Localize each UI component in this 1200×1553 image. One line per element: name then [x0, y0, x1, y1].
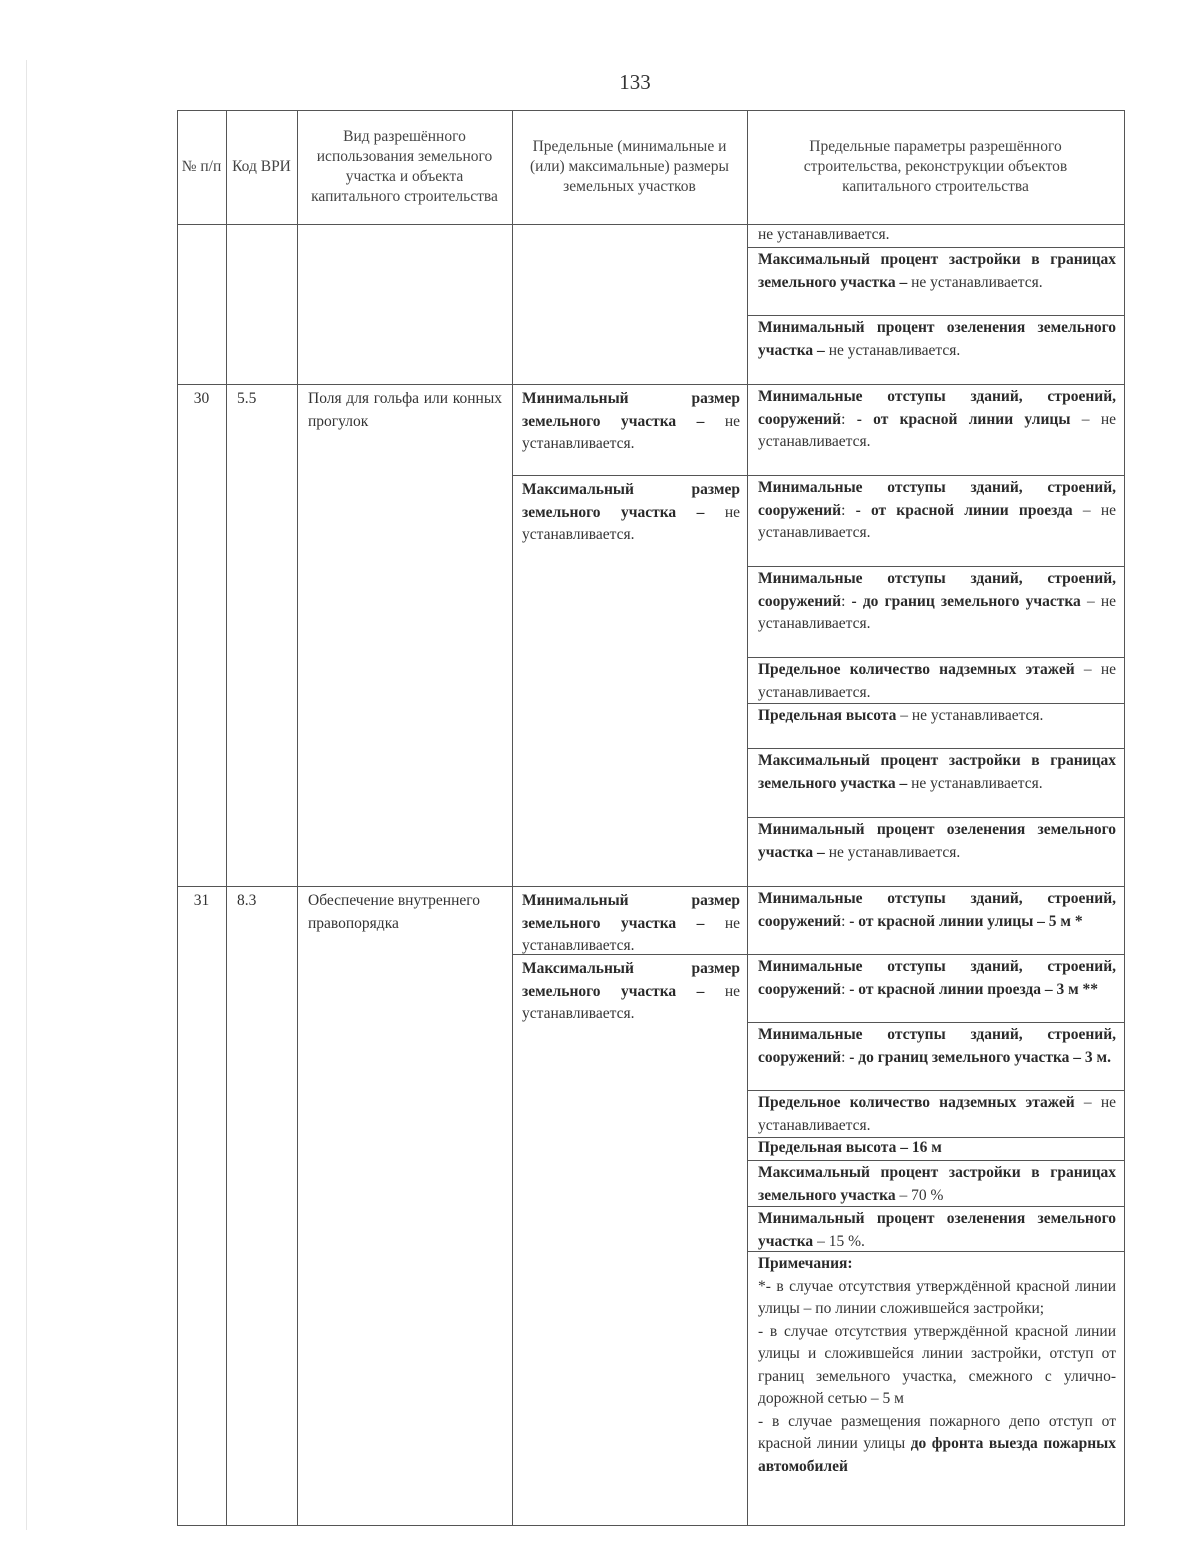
rule	[226, 110, 227, 1526]
row-code: 8.3	[237, 892, 257, 909]
param-text: :	[841, 592, 846, 610]
param-title: - от красной линии проезда – 3 м **	[849, 980, 1099, 998]
param-text: :	[841, 410, 846, 428]
rule	[177, 110, 178, 1526]
param-cell	[747, 1160, 1124, 1206]
param-title: - от красной линии улицы	[856, 410, 1071, 428]
param-title: Минимальный процент озеленения земельного участка	[758, 1210, 1116, 1250]
param-cell	[747, 817, 1124, 886]
limit-title: Минимальный размер земельного участка –	[522, 892, 740, 932]
param-title: - от красной линии улицы – 5 м *	[849, 912, 1083, 930]
param-text: :	[841, 501, 846, 519]
param-cell	[747, 1022, 1124, 1090]
note-item	[758, 1411, 1116, 1479]
row-number: 30	[193, 390, 210, 407]
param-cell	[747, 384, 1124, 475]
note-bold: до фронта выезда пожарных автомобилей	[758, 1435, 1117, 1475]
param-cell	[747, 475, 1124, 566]
param-text: – не устанавливается.	[758, 592, 1117, 632]
param-title: - от красной линии проезда	[855, 501, 1073, 519]
header-num: № п/п	[181, 158, 222, 175]
header-limits: Предельные (минимальные и (или) максимальные) размеры земельных участков	[530, 138, 729, 195]
notes-title: Примечания:	[758, 1255, 853, 1272]
note-text: - в случае размещения пожарного депо отступ от красной линии улицы	[758, 1412, 1116, 1452]
limit-title: Максимальный размер земельного участка –	[522, 481, 740, 521]
param-cell	[747, 247, 1124, 315]
note-item: *- в случае отсутствия утверждённой красной линии улицы – по линии сложившейся застройки;	[758, 1277, 1116, 1317]
scan-margin-line	[26, 60, 27, 1530]
param-text: :	[841, 912, 846, 930]
param-text: – 15 %.	[817, 1232, 865, 1250]
param-text: не устанавливается.	[911, 273, 1043, 291]
row-vri: Обеспечение внутреннего правопорядка	[308, 892, 480, 932]
param-cell	[747, 1206, 1124, 1251]
param-text: – не устанавливается.	[758, 410, 1117, 450]
param-title: Минимальный процент озеленения земельного участка –	[758, 821, 1116, 861]
rule	[512, 110, 513, 1526]
param-title: Минимальные отступы зданий, строений, сооружений	[758, 958, 1116, 998]
param-title: Минимальные отступы зданий, строений, сооружений	[758, 388, 1116, 428]
param-title: - до границ земельного участка	[851, 592, 1081, 610]
rule	[1124, 110, 1125, 1526]
param-title: Максимальный процент застройки в границах земельного участка –	[758, 752, 1116, 792]
row-code: 5.5	[237, 390, 257, 407]
param-cell	[747, 1090, 1124, 1137]
param-text: – не устанавливается.	[758, 501, 1116, 541]
param-cell	[747, 748, 1124, 817]
page-number: 133	[619, 70, 651, 94]
param-title: Минимальные отступы зданий, строений, сооружений	[758, 890, 1116, 930]
param-text: не устанавливается.	[828, 843, 961, 861]
param-cell	[747, 703, 1124, 748]
header-vri: Вид разрешённого использования земельного участка и объекта капитального строительства	[311, 128, 498, 205]
limit-text: не устанавливается.	[522, 412, 740, 452]
param-title: Минимальные отступы зданий, строений, сооружений	[758, 570, 1116, 610]
param-cell	[747, 1137, 1124, 1160]
note-item: - в случае отсутствия утверждённой красной линии улицы и сложившейся линии застройки, отступ от границ земельного участка, смежного с улично-дорожной сетью – 5 м	[758, 1322, 1116, 1407]
row-vri: Поля для гольфа или конных прогулок	[308, 390, 502, 430]
header-params: Предельные параметры разрешённого строительства, реконструкции объектов капитального строительства	[803, 138, 1068, 195]
limit-cell	[512, 886, 747, 954]
param-title: Минимальный процент озеленения земельного участка –	[758, 319, 1116, 359]
param-title: Предельное количество надземных этажей	[758, 1094, 1075, 1111]
param-title: Максимальный процент застройки в границах земельного участка –	[758, 251, 1116, 291]
param-text: – не устанавливается.	[758, 1094, 1116, 1134]
param-text: не устанавливается.	[828, 341, 961, 359]
limit-text: не устанавливается.	[522, 914, 740, 954]
param-cell	[747, 224, 1124, 247]
param-cell	[747, 954, 1124, 1022]
param-text: – не устанавливается.	[758, 661, 1116, 701]
param-text: не устанавливается.	[911, 774, 1043, 792]
param-title: Предельная высота – 16 м	[758, 1139, 942, 1156]
limit-text: не устанавливается.	[522, 503, 740, 543]
notes-cell	[747, 1251, 1124, 1525]
limit-cell	[512, 384, 747, 475]
param-title: Предельная высота	[758, 707, 897, 724]
rule	[297, 110, 298, 1526]
limit-title: Минимальный размер земельного участка –	[522, 390, 740, 430]
param-text: – не устанавливается.	[900, 707, 1044, 724]
param-title: Минимальные отступы зданий, строений, сооружений	[758, 479, 1116, 519]
limit-title: Максимальный размер земельного участка –	[522, 960, 740, 1000]
param-text: :	[841, 1048, 846, 1066]
limit-cell	[512, 954, 747, 1034]
param-text: :	[841, 980, 846, 998]
row-number: 31	[193, 892, 210, 909]
param-text: не устанавливается.	[758, 226, 890, 243]
param-cell	[747, 657, 1124, 703]
limit-text: не устанавливается.	[522, 982, 740, 1022]
param-cell	[747, 886, 1124, 954]
param-title: Максимальный процент застройки в границах земельного участка	[758, 1164, 1116, 1204]
param-cell	[747, 315, 1124, 384]
header-code: Код ВРИ	[232, 158, 291, 175]
limit-cell	[512, 475, 747, 566]
param-title: Минимальные отступы зданий, строений, сооружений	[758, 1026, 1116, 1066]
rule	[177, 1525, 1125, 1526]
param-text: – 70 %	[899, 1186, 944, 1204]
param-title: - до границ земельного участка – 3 м.	[849, 1048, 1111, 1066]
param-cell	[747, 566, 1124, 657]
param-title: Предельное количество надземных этажей	[758, 661, 1075, 678]
